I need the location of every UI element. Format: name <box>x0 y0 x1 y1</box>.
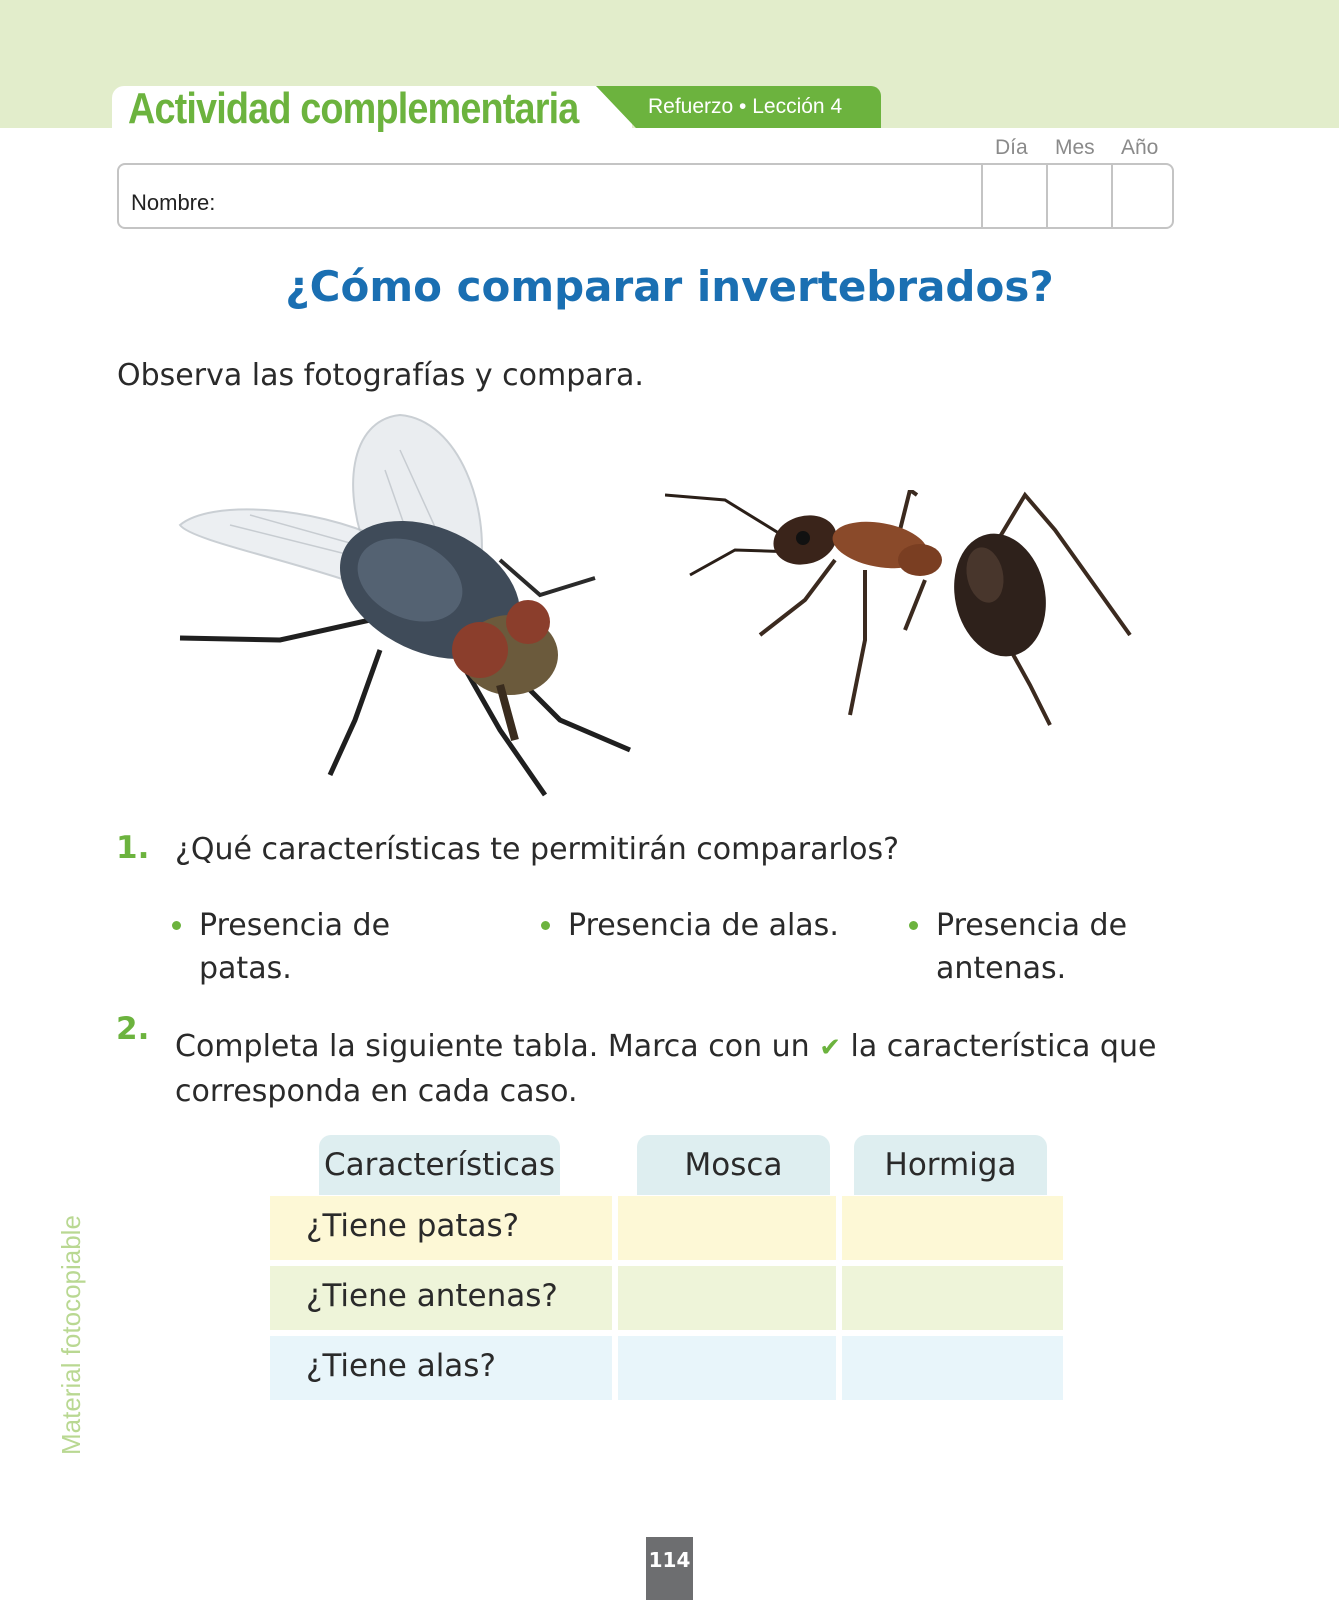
day-field[interactable] <box>981 165 983 227</box>
table-row: ¿Tiene patas? <box>270 1196 612 1260</box>
intro-text: Observa las fotografías y compara. <box>117 358 644 393</box>
page-title: ¿Cómo comparar invertebrados? <box>285 262 1054 311</box>
header-fly: Mosca <box>637 1135 830 1195</box>
day-label: Día <box>995 136 1028 159</box>
fly-photo <box>170 410 650 810</box>
ant-antennae-cell[interactable] <box>842 1266 1063 1330</box>
bullet-icon <box>909 921 918 930</box>
name-date-box <box>117 163 1174 229</box>
ant-wings-cell[interactable] <box>842 1336 1063 1400</box>
option-antennae: Presencia de antenas. <box>936 908 1128 986</box>
table-row: ¿Tiene alas? <box>270 1336 612 1400</box>
page-number: 114 <box>646 1537 693 1600</box>
year-field[interactable] <box>1111 165 1113 227</box>
name-label: Nombre: <box>131 190 216 215</box>
question-1-number: 1. <box>116 830 150 866</box>
header-ant: Hormiga <box>854 1135 1047 1195</box>
option-wings: Presencia de alas. <box>568 908 839 943</box>
month-label: Mes <box>1055 136 1095 159</box>
question-2-text: Completa la siguiente tabla. Marca con un ✔ la característica que corresponda en cada caso. <box>175 1029 1157 1109</box>
activity-title: Actividad complementaria <box>128 84 579 133</box>
option-legs: Presencia de patas. <box>199 908 391 986</box>
bullet-icon <box>541 921 550 930</box>
bullet-icon <box>172 921 181 930</box>
ant-legs-cell[interactable] <box>842 1196 1063 1260</box>
lesson-badge-label: Refuerzo • Lección 4 <box>648 95 843 118</box>
year-label: Año <box>1121 136 1159 159</box>
month-field[interactable] <box>1046 165 1048 227</box>
ant-photo <box>665 490 1155 740</box>
fly-antennae-cell[interactable] <box>618 1266 836 1330</box>
table-row: ¿Tiene antenas? <box>270 1266 612 1330</box>
side-note: Material fotocopiable <box>56 1215 86 1455</box>
fly-wings-cell[interactable] <box>618 1336 836 1400</box>
fly-legs-cell[interactable] <box>618 1196 836 1260</box>
check-icon: ✔ <box>819 1033 841 1063</box>
question-2-number: 2. <box>116 1011 150 1047</box>
question-1-text: ¿Qué características te permitirán compararlos? <box>175 832 900 867</box>
header-characteristics: Características <box>319 1135 560 1195</box>
